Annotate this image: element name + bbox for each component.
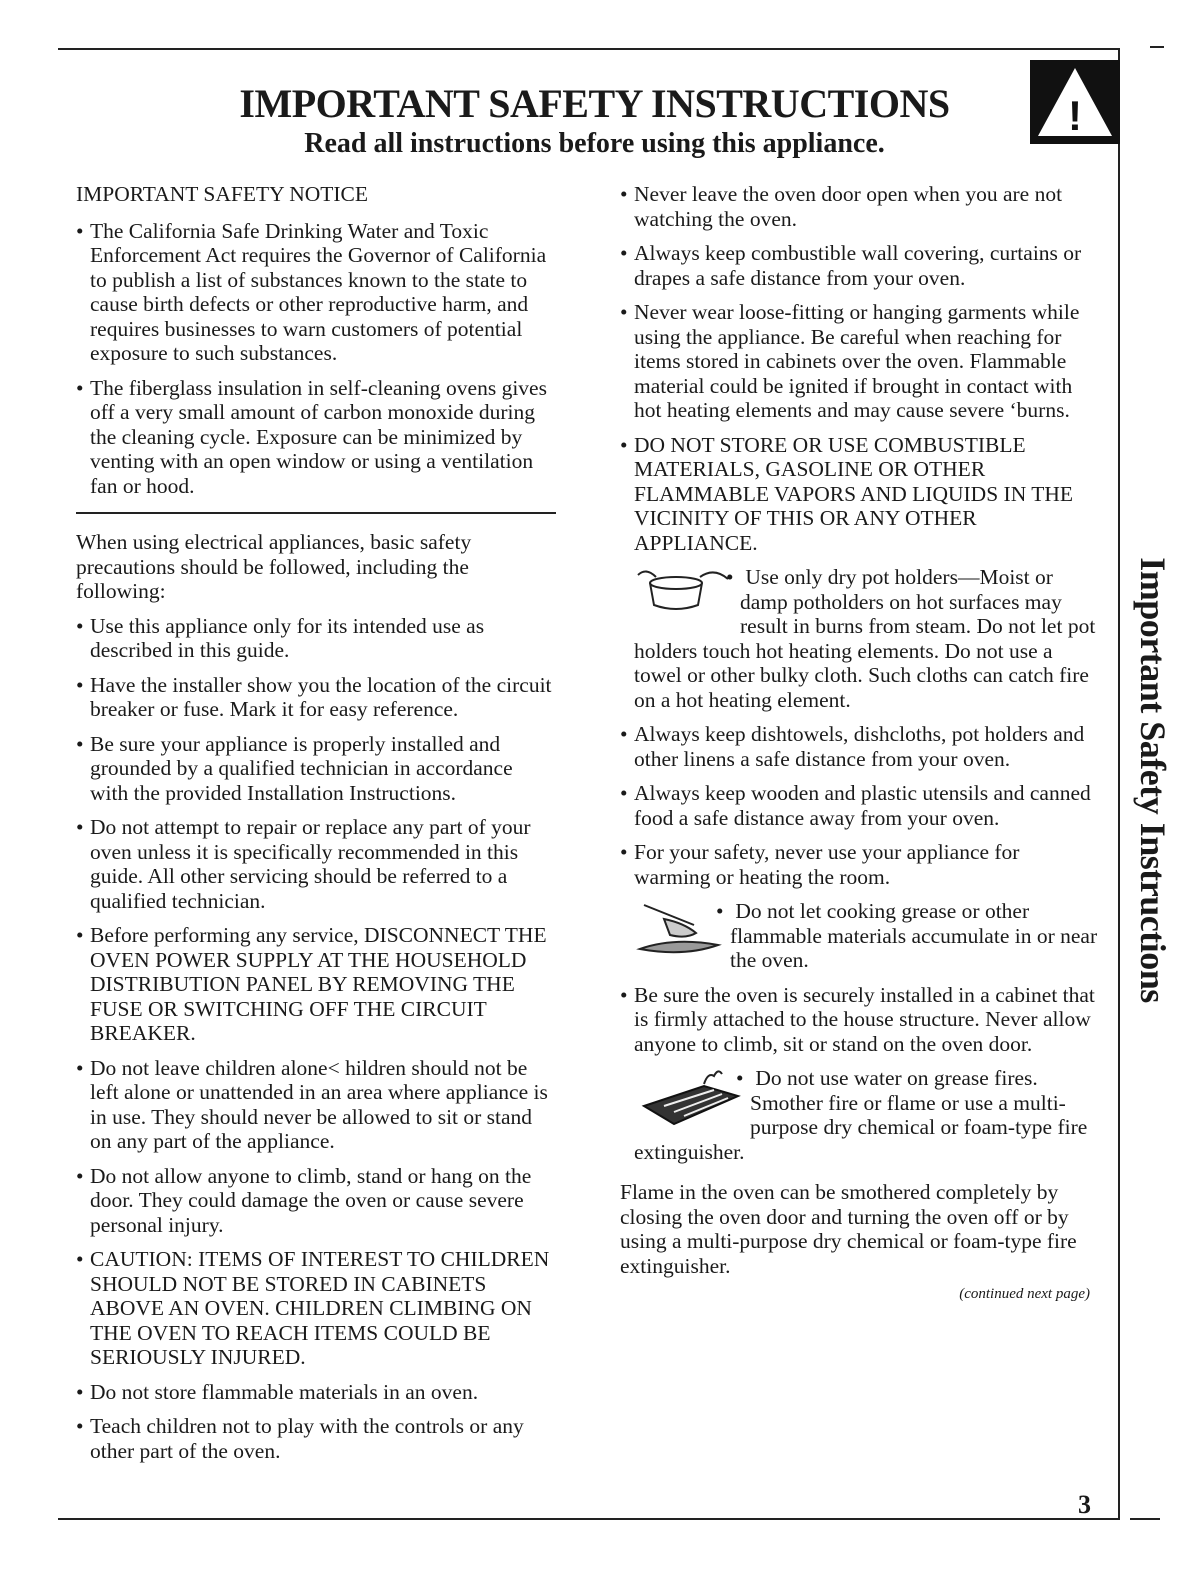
grease-fire-pan-illustration (634, 1066, 744, 1132)
list-item: • Do not allow anyone to climb, stand or hang on the door. They could damage the oven or cause severe personal injury. (76, 1164, 556, 1238)
page-subtitle: Read all instructions before using this appliance. (304, 128, 885, 159)
list-item: • Do not store flammable materials in an oven. (76, 1380, 556, 1405)
list-item-grease (620, 899, 1100, 973)
right-rule (1118, 48, 1120, 1520)
list-item: • CAUTION: ITEMS OF INTEREST TO CHILDREN SHOULD NOT BE STORED IN CABINETS ABOVE AN OVEN. CHILDREN CLIMBING ON THE OVEN TO REACH ITEMS COULD BE SERIOUSLY INJURED. (76, 1247, 556, 1370)
margin-tick-top (1150, 46, 1164, 48)
list-item-grease-fire (620, 1066, 1100, 1164)
list-item: • Never leave the oven door open when you are not watching the oven. (620, 182, 1100, 231)
margin-tick-bottom (1130, 1518, 1160, 1520)
pot-holder-illustration (634, 565, 734, 617)
grease-text: Do not let cooking grease or other flammable materials accumulate in or near the oven. (730, 899, 1098, 972)
side-tab (1128, 540, 1178, 1020)
list-item: • Use this appliance only for its intended use as described in this guide. (76, 614, 556, 663)
bottom-rule (58, 1518, 1120, 1520)
flame-note: Flame in the oven can be smothered completely by closing the oven door and turning the oven off or by using a multi-purpose dry chemical or foam-type fire extinguisher. (620, 1180, 1077, 1278)
list-item: • Never wear loose-fitting or hanging garments while using the appliance. Be careful when reaching for items stored in cabinets over the oven. Flammable material could be ignited if brought in contact with hot heating elements and may cause severe ‘burns. (620, 300, 1100, 423)
warning-box (1030, 60, 1120, 144)
warning-exclamation: ! (1068, 92, 1082, 139)
page-number: 3 (1078, 1490, 1091, 1519)
list-item: • DO NOT STORE OR USE COMBUSTIBLE MATERIALS, GASOLINE OR OTHER FLAMMABLE VAPORS AND LIQUIDS IN THE VICINITY OF THIS OR ANY OTHER APPLIANCE. (620, 433, 1100, 556)
list-item: • For your safety, never use your appliance for warming or heating the room. (620, 840, 1100, 889)
notice-heading: IMPORTANT SAFETY NOTICE (76, 182, 369, 206)
list-item: • Have the installer show you the location of the circuit breaker or fuse. Mark it for easy reference. (76, 673, 556, 722)
page-title: IMPORTANT SAFETY INSTRUCTIONS (239, 81, 950, 126)
cleaning-hand-illustration (634, 899, 724, 961)
list-item: • Do not attempt to repair or replace any part of your oven unless it is specifically recommended in this guide. All other servicing should be referred to a qualified technician. (76, 815, 556, 913)
right-column (620, 182, 1100, 1307)
list-item: • Be sure your appliance is properly installed and grounded by a qualified technician in accordance with the provided Installation Instructions. (76, 732, 556, 806)
grease-fire-text: Do not use water on grease fires. Smother fire or flame or use a multi-purpose dry chemical or foam-type fire extinguisher. (634, 1066, 1088, 1164)
list-item-potholders (620, 565, 1100, 712)
prop65-notice: • The California Safe Drinking Water and Toxic Enforcement Act requires the Governor of California to publish a list of substances known to the state to cause birth defects or other reproductive harm, and requires businesses to warn customers of potential exposure to such substances. (76, 219, 556, 366)
intro-paragraph: When using electrical appliances, basic safety precautions should be followed, including the following: (76, 530, 472, 603)
list-item: • Always keep wooden and plastic utensils and canned food a safe distance away from your oven. (620, 781, 1100, 830)
list-item: • Before performing any service, DISCONNECT THE OVEN POWER SUPPLY AT THE HOUSEHOLD DISTRIBUTION PANEL BY REMOVING THE FUSE OR SWITCHING OFF THE CIRCUIT BREAKER. (76, 923, 556, 1046)
side-tab-label: Important Safety Instructions (1133, 557, 1173, 1003)
left-column (76, 182, 556, 1473)
fiberglass-notice: • The fiberglass insulation in self-cleaning ovens gives off a very small amount of carbon monoxide during the cleaning cycle. Exposure can be minimized by venting with an open window or using a ventilation fan or hood. (76, 376, 556, 499)
list-item: • Teach children not to play with the controls or any other part of the oven. (76, 1414, 556, 1463)
list-item: • Always keep dishtowels, dishcloths, pot holders and other linens a safe distance from your oven. (620, 722, 1100, 771)
section-divider (76, 512, 556, 514)
potholders-text: Use only dry pot holders—Moist or damp potholders on hot surfaces may result in burns from steam. Do not let pot holders touch hot heating elements. Do not use a towel or other bulky cloth. Such cloths can catch fire on a hot heating element. (634, 565, 1096, 712)
warning-triangle-icon (1030, 60, 1120, 144)
list-item: • Always keep combustible wall covering, curtains or drapes a safe distance from your oven. (620, 241, 1100, 290)
continued-note: (continued next page) (959, 1286, 1090, 1302)
list-item: • Do not leave children alone< hildren should not be left alone or unattended in an area where appliance is in use. They should never be allowed to sit or stand on any part of the appliance. (76, 1056, 556, 1154)
list-item: • Be sure the oven is securely installed in a cabinet that is firmly attached to the house structure. Never allow anyone to climb, sit or stand on the oven door. (620, 983, 1100, 1057)
top-rule (58, 48, 1120, 50)
